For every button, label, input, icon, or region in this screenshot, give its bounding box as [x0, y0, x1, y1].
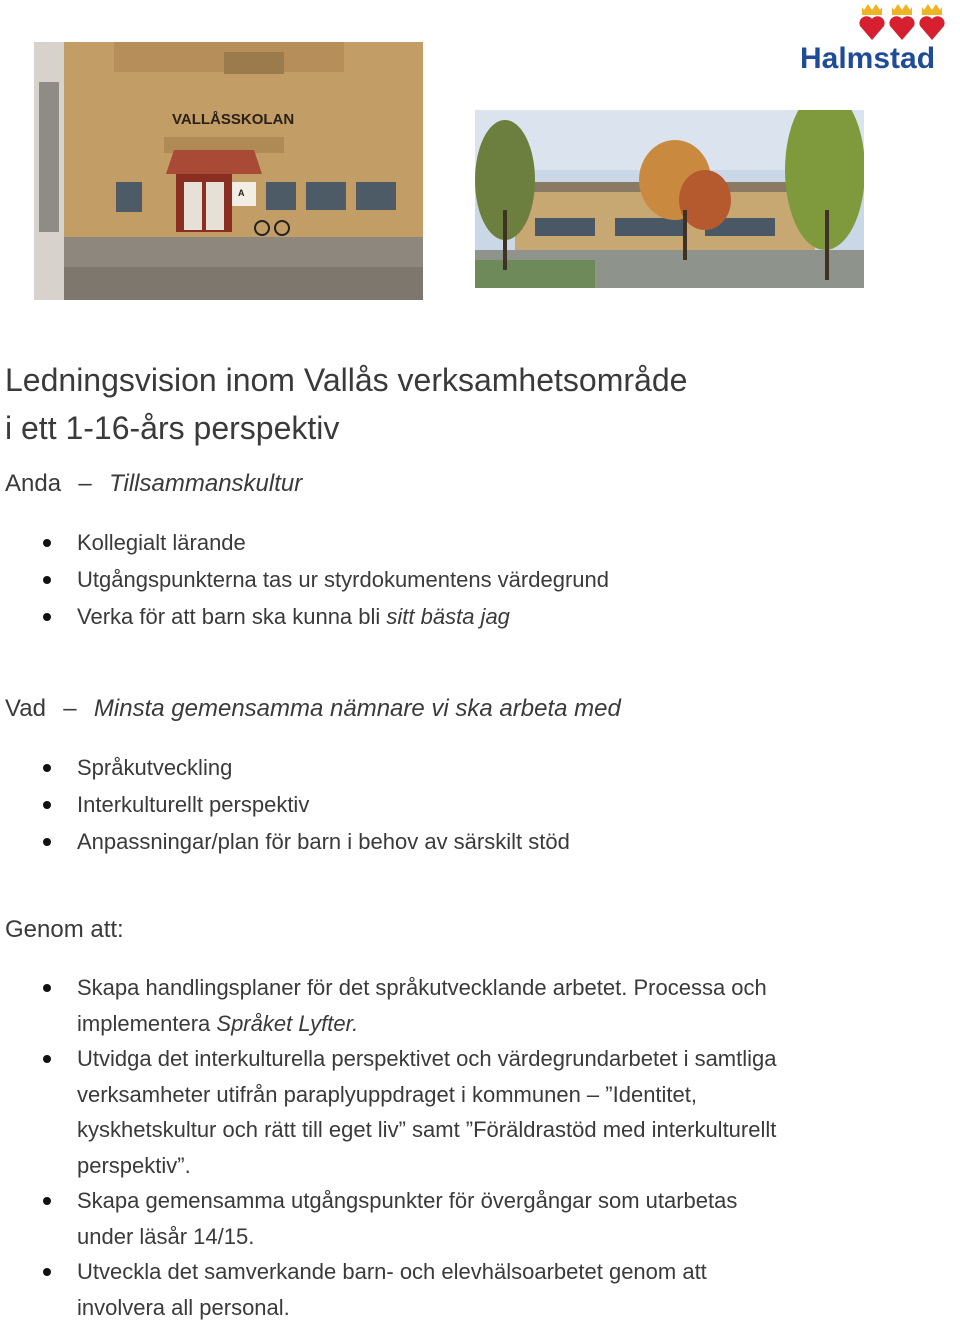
school-courtyard-photo	[475, 110, 864, 288]
list-item: Skapa handlingsplaner för det språkutvecklande arbetet. Processa och implementera Språket Lyfter.	[5, 970, 935, 1041]
list-item: Utgångspunkterna tas ur styrdokumentens värdegrund	[5, 561, 935, 598]
document-title	[5, 356, 935, 452]
section-anda-heading	[5, 468, 935, 500]
list-item: Utvidga det interkulturella perspektivet och värdegrundarbetet i samtliga verksamheter utifrån paraplyuppdraget i kommunen – ”Identitet, kyskhetskultur och rätt till eget liv” samt ”Föräldrastöd med interkulturellt perspektiv”.	[5, 1041, 935, 1183]
logo-wordmark: Halmstad	[800, 42, 936, 72]
vad-list	[5, 749, 935, 860]
svg-text:A: A	[238, 188, 245, 198]
list-item: Kollegialt lärande	[5, 524, 935, 561]
list-item: Skapa gemensamma utgångspunkter för övergångar som utarbetas under läsår 14/15.	[5, 1183, 935, 1254]
list-item: Verka för att barn ska kunna bli sitt bästa jag	[5, 598, 935, 635]
title-line-1: Ledningsvision inom Vallås verksamhetsområde	[5, 362, 688, 398]
list-item: Språkutveckling	[5, 749, 935, 786]
section-vad-subtitle: Minsta gemensamma nämnare vi ska arbeta med	[93, 695, 621, 722]
section-anda-dash: –	[78, 470, 92, 497]
section-vad-label: Vad	[5, 695, 46, 722]
heart-icon	[859, 16, 944, 40]
title-line-2: i ett 1-16-års perspektiv	[5, 410, 340, 446]
section-vad-dash: –	[63, 695, 77, 722]
document-body	[5, 356, 935, 1325]
section-vad-heading	[5, 693, 935, 725]
crown-icon	[862, 4, 942, 15]
genom-list	[5, 970, 935, 1325]
halmstad-logo	[796, 4, 958, 72]
anda-list	[5, 524, 935, 635]
school-building-photo	[34, 42, 423, 300]
section-genom-label: Genom att:	[5, 916, 124, 943]
section-anda-label: Anda	[5, 470, 62, 497]
list-item: Anpassningar/plan för barn i behov av särskilt stöd	[5, 823, 935, 860]
section-anda-subtitle: Tillsammanskultur	[109, 470, 303, 497]
list-item: Utveckla det samverkande barn- och elevhälsoarbetet genom att involvera all personal.	[5, 1254, 935, 1325]
list-item: Interkulturellt perspektiv	[5, 786, 935, 823]
school-sign: VALLÅSSKOLAN	[172, 111, 295, 128]
section-genom-heading	[5, 914, 935, 946]
